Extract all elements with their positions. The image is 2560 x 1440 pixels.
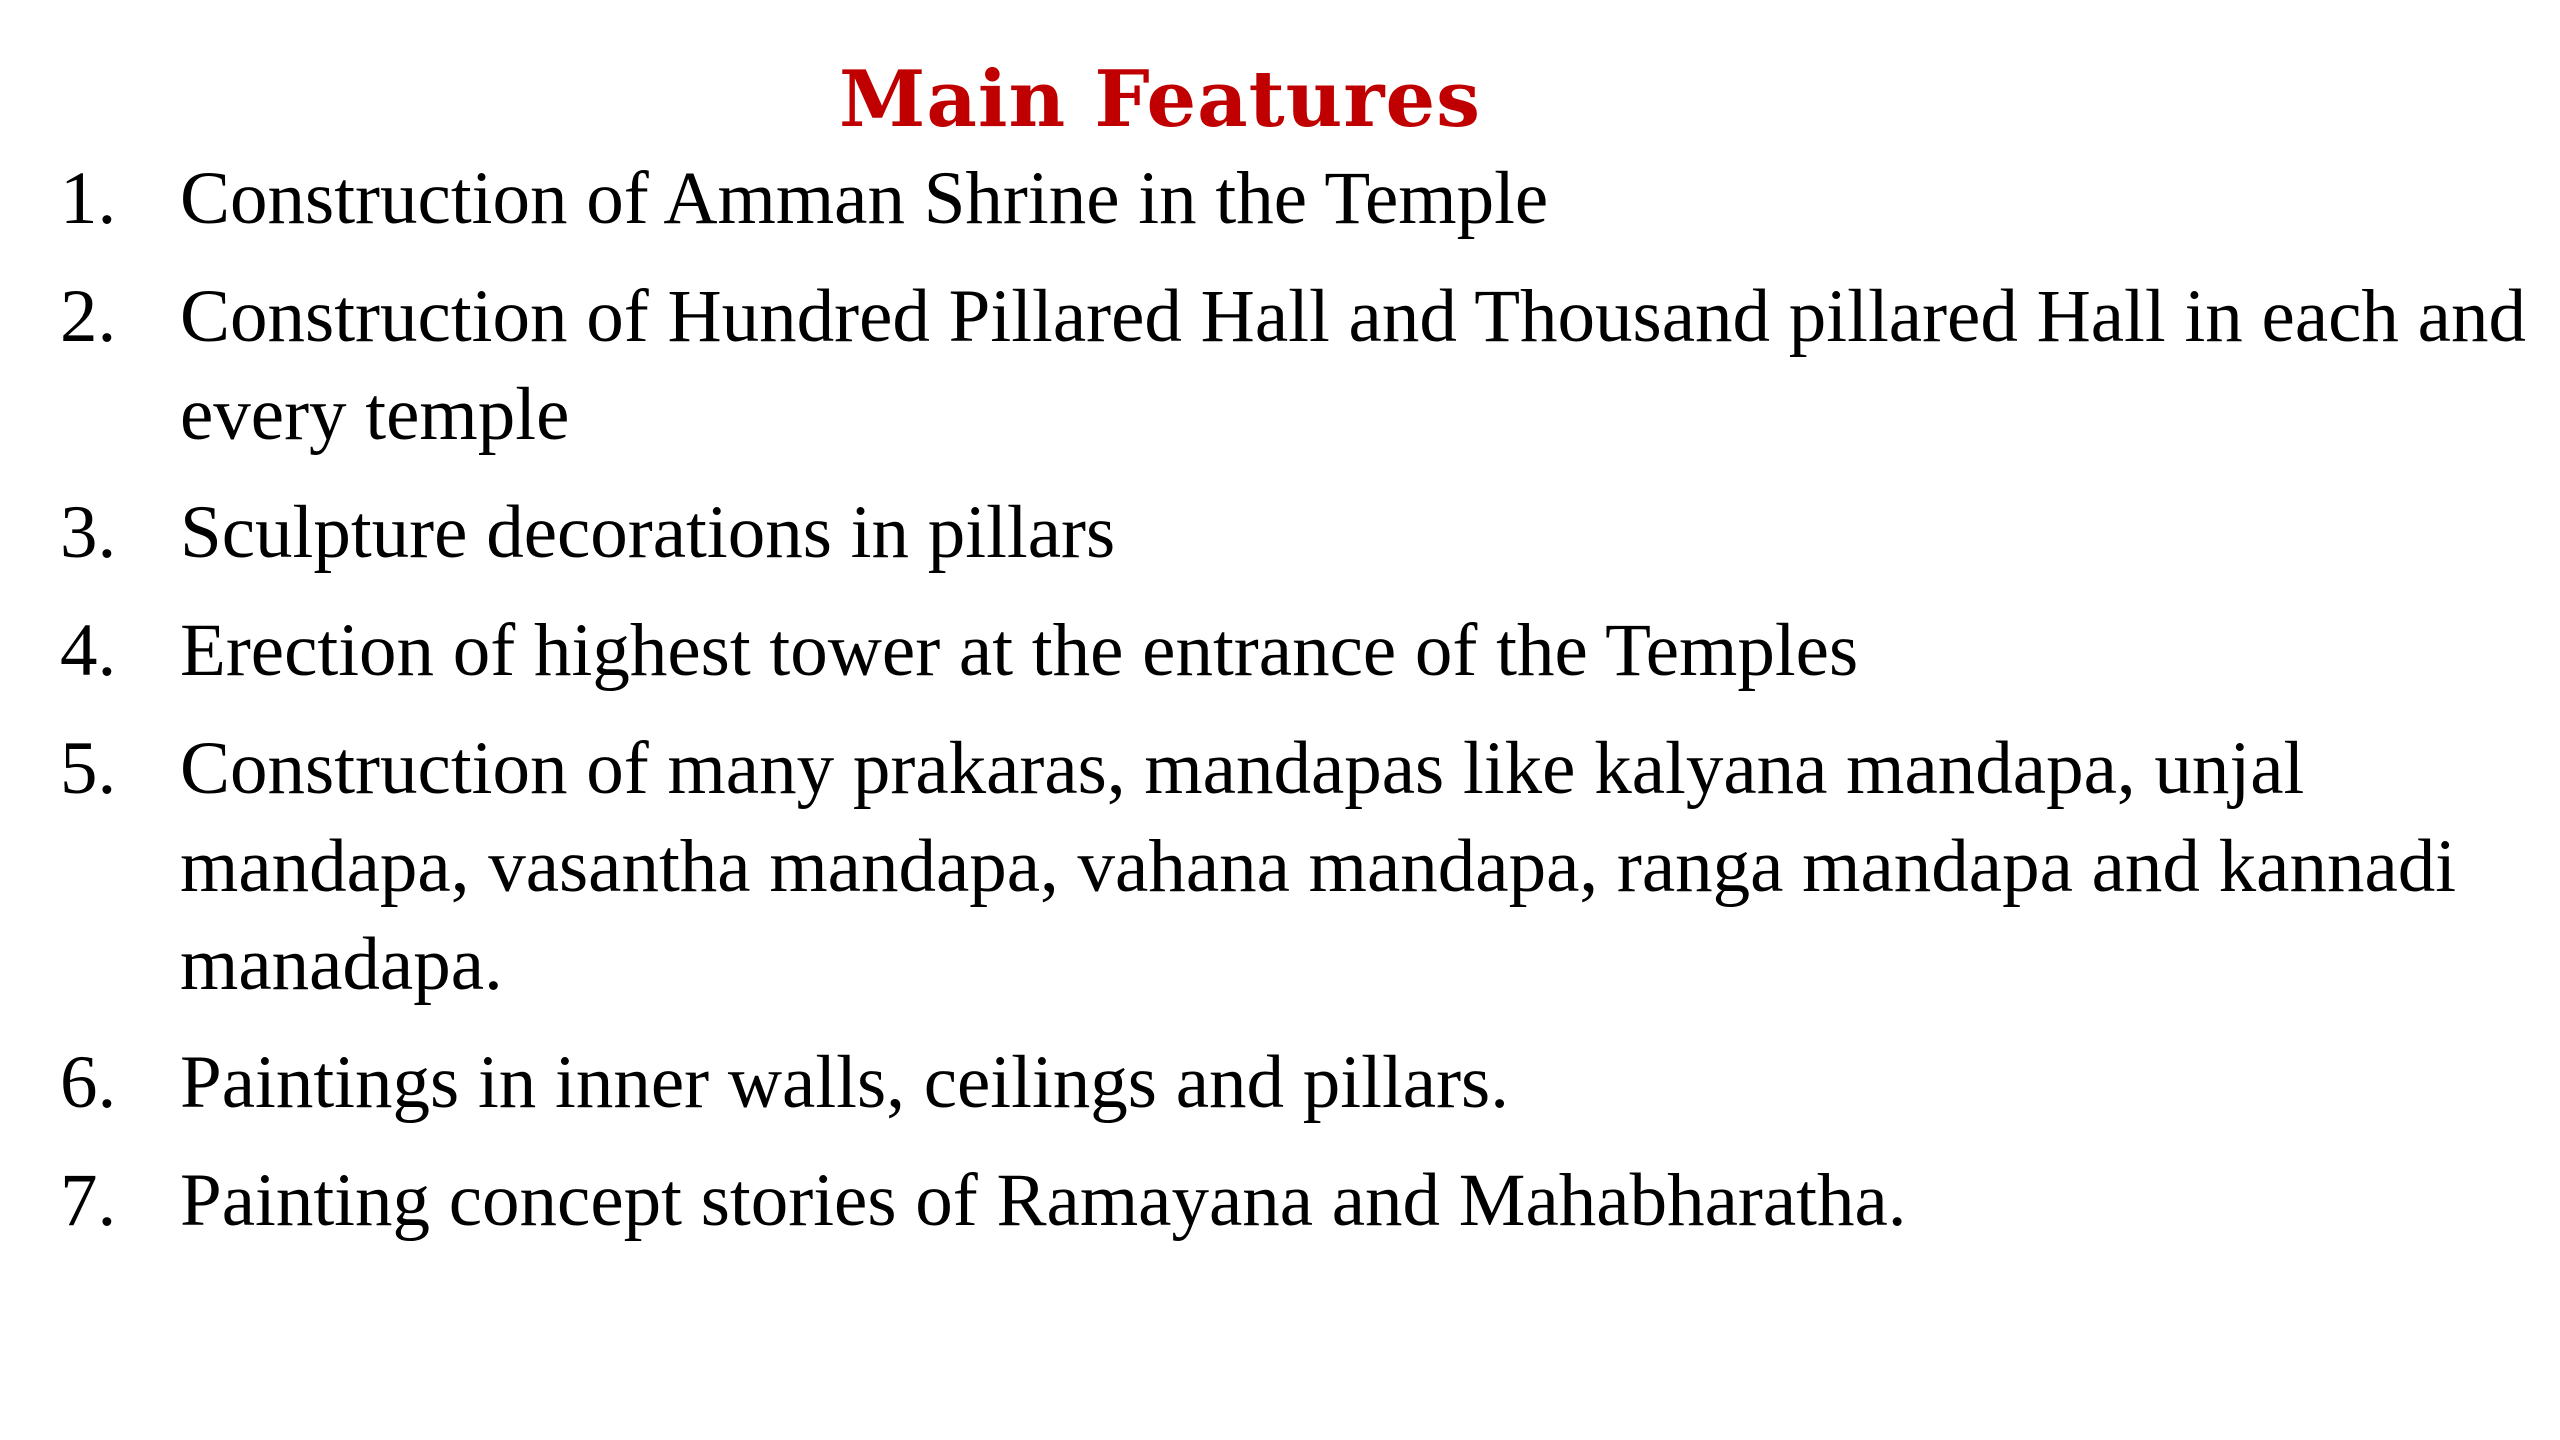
list-item-number: 4.	[60, 609, 117, 692]
list-item	[60, 720, 2540, 1014]
list-item	[60, 1034, 2540, 1132]
list-item-number: 3.	[60, 491, 117, 574]
list-item-number: 2.	[60, 275, 117, 358]
list-item-number: 1.	[60, 157, 117, 240]
list-item-text: Construction of many prakaras, mandapas like kalyana mandapa, unjal mandapa, vasantha mandapa, vahana mandapa, ranga mandapa and kannadi manadapa.	[180, 727, 2457, 1006]
list-item-text: Paintings in inner walls, ceilings and pillars.	[180, 1041, 1509, 1124]
list-item	[60, 150, 2540, 248]
list-item-text: Painting concept stories of Ramayana and Mahabharatha.	[180, 1159, 1907, 1242]
list-item-number: 6.	[60, 1041, 117, 1124]
list-item-text: Construction of Hundred Pillared Hall and Thousand pillared Hall in each and every temple	[180, 275, 2526, 456]
list-item-text: Construction of Amman Shrine in the Temple	[180, 157, 1549, 240]
list-item	[60, 484, 2540, 582]
list-item-number: 7.	[60, 1159, 117, 1242]
slide-title: Main Features	[838, 54, 1482, 145]
list-item-number: 5.	[60, 727, 117, 810]
feature-list	[60, 150, 2540, 1270]
list-item-text: Erection of highest tower at the entrance of the Temples	[180, 609, 1859, 692]
list-item	[60, 602, 2540, 700]
list-item	[60, 1152, 2540, 1250]
list-item-text: Sculpture decorations in pillars	[180, 491, 1116, 574]
list-item	[60, 268, 2540, 464]
